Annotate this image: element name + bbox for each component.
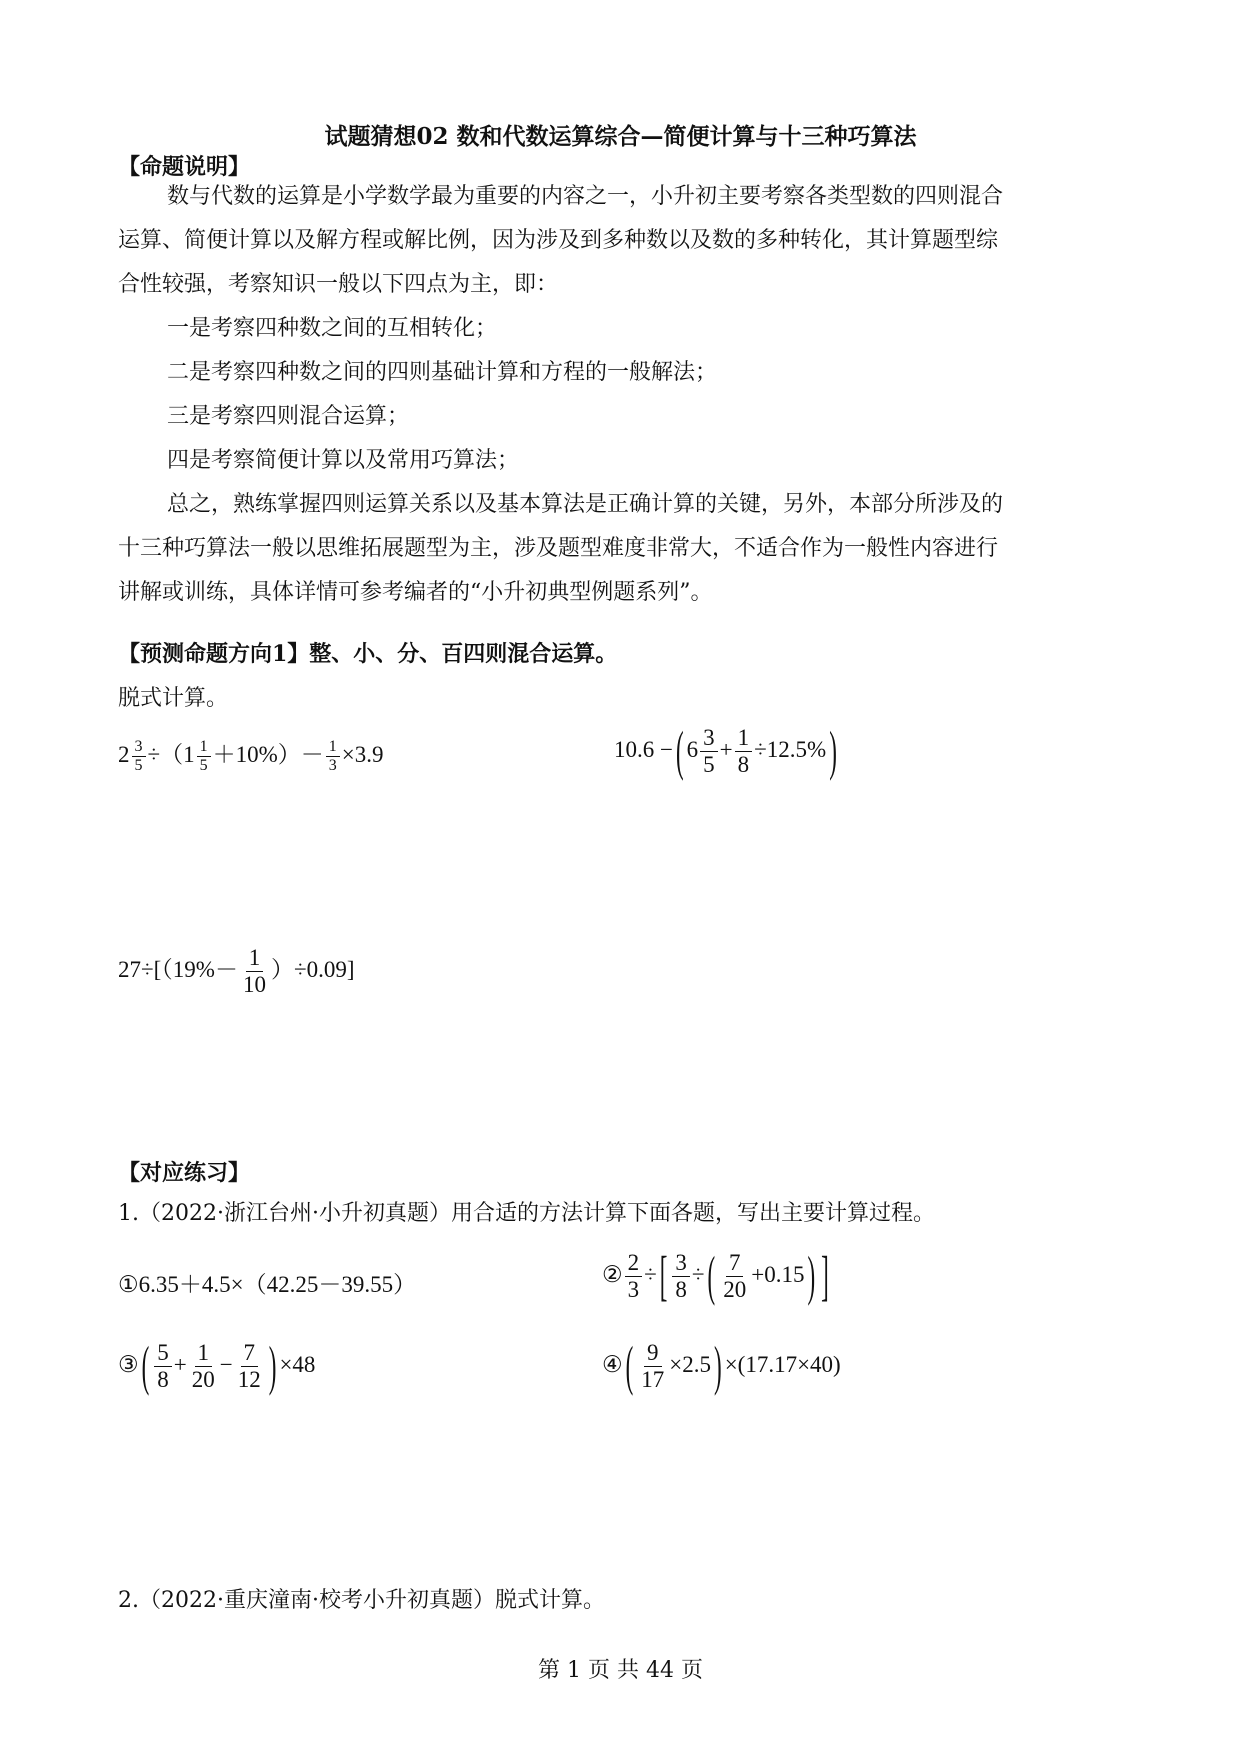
fraction: $\frac{9}{17}$ bbox=[641, 1340, 665, 1393]
intro-line-3: 合性较强，考察知识一般以下四点为主，即： bbox=[118, 272, 559, 297]
section-heading-intro: 【命题说明】 bbox=[118, 154, 251, 180]
expression-3: 27÷[（19%－ $\frac{1}{10}$ ）÷0.09] bbox=[118, 945, 355, 998]
section-heading-practice: 【对应练习】 bbox=[118, 1160, 251, 1186]
fraction: $\frac{3}{5}$ bbox=[132, 738, 146, 776]
fraction: $\frac{7}{20}$ bbox=[723, 1250, 747, 1303]
instruction-text: 脱式计算。 bbox=[118, 686, 229, 711]
fraction: $\frac{1}{20}$ bbox=[191, 1340, 215, 1393]
summary-line-1: 总之，熟练掌握四则运算关系以及基本算法是正确计算的关键，另外，本部分所涉及的 bbox=[167, 492, 1004, 517]
fraction: $\frac{3}{8}$ bbox=[672, 1250, 690, 1304]
section-heading-direction-1: 【预测命题方向1】整、小、分、百四则混合运算。 bbox=[118, 641, 618, 667]
question-1-text: 1.（2022·浙江台州·小升初真题）用合适的方法计算下面各题，写出主要计算过程。 bbox=[118, 1201, 935, 1226]
fraction: $\frac{1}{3}$ bbox=[326, 738, 340, 776]
page-title: 试题猜想02 数和代数运算综合—简便计算与十三种巧算法 bbox=[324, 123, 917, 150]
fraction: $\frac{5}{8}$ bbox=[154, 1340, 172, 1394]
intro-line-1: 数与代数的运算是小学数学最为重要的内容之一，小升初主要考察各类型数的四则混合 bbox=[167, 184, 1004, 209]
question-2-text: 2.（2022·重庆潼南·校考小升初真题）脱式计算。 bbox=[118, 1588, 605, 1613]
intro-line-2: 运算、简便计算以及解方程或解比例，因为涉及到多种数以及数的多种转化，其计算题型综 bbox=[118, 228, 999, 253]
expression-1: 2 $\frac{3}{5}$ ÷（1 $\frac{1}{5}$ ＋10%）－ $\frac{1}{3}$ ×3.9 bbox=[118, 737, 384, 775]
intro-item-4: 四是考察简便计算以及常用巧算法； bbox=[167, 448, 520, 473]
intro-item-2: 二是考察四种数之间的四则基础计算和方程的一般解法； bbox=[167, 360, 718, 385]
question-1-part-2: ② $\frac{2}{3}$ ÷ [ $\frac{3}{8}$ ÷ ( $\frac{7}{20}$ +0.15 ) ] bbox=[602, 1245, 829, 1306]
question-1-part-3: ③ ( $\frac{5}{8}$ + $\frac{1}{20}$ − $\frac{7}{12}$ ) ×48 bbox=[118, 1335, 316, 1396]
page-footer: 第 1 页 共 44 页 bbox=[538, 1658, 703, 1683]
question-1-part-4: ④ ( $\frac{9}{17}$ ×2.5 ) ×(17.17×40) bbox=[602, 1335, 841, 1396]
question-1-part-1: ①6.35＋4.5×（42.25－39.55） bbox=[118, 1272, 417, 1297]
fraction: $\frac{1}{8}$ bbox=[735, 725, 753, 779]
summary-line-3: 讲解或训练，具体详情可参考编者的“小升初典型例题系列”。 bbox=[118, 580, 713, 605]
intro-item-1: 一是考察四种数之间的互相转化； bbox=[167, 316, 498, 341]
fraction: $\frac{2}{3}$ bbox=[625, 1250, 643, 1304]
fraction: $\frac{1}{10}$ bbox=[242, 945, 266, 998]
expression-2: 10.6 − ( 6 $\frac{3}{5}$ + $\frac{1}{8}$ ÷12.5% ) bbox=[614, 720, 837, 781]
fraction: $\frac{3}{5}$ bbox=[700, 725, 718, 779]
summary-line-2: 十三种巧算法一般以思维拓展题型为主，涉及题型难度非常大，不适合作为一般性内容进行 bbox=[118, 536, 999, 561]
intro-item-3: 三是考察四则混合运算； bbox=[167, 404, 410, 429]
fraction: $\frac{1}{5}$ bbox=[197, 738, 211, 776]
fraction: $\frac{7}{12}$ bbox=[237, 1340, 261, 1393]
